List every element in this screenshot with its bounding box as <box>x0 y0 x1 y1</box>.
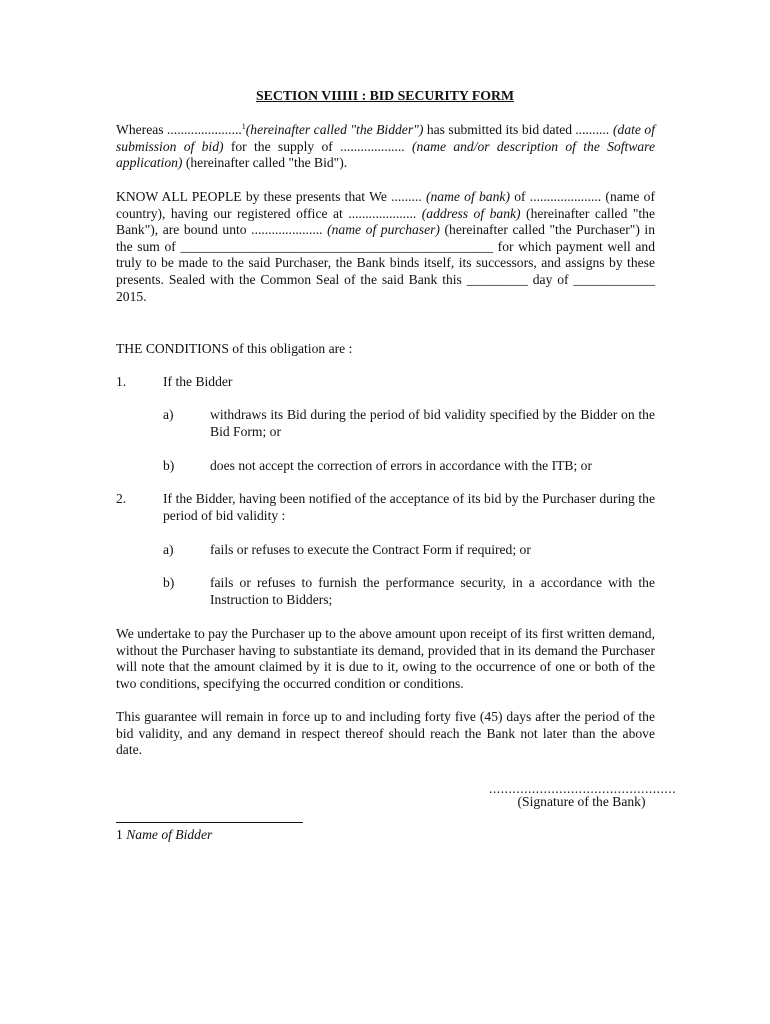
software-description-placeholder: (name and/or description of the Software application) <box>116 138 655 171</box>
bidder-defn: (hereinafter called "the Bidder") <box>245 122 424 137</box>
item-2a-text: fails or refuses to execute the Contract Form if required; or <box>210 542 531 557</box>
conditions-intro: THE CONDITIONS of this obligation are : <box>116 341 353 356</box>
footnote-text: Name of Bidder <box>126 827 213 842</box>
item-1b-label: b) <box>163 458 175 473</box>
guarantee-paragraph: This guarantee will remain in force up to and including forty five (45) days after the period of the bid validity, and any demand in respect thereof should reach the Bank not later than the above date. <box>116 709 655 758</box>
item-1-number: 1. <box>116 374 127 389</box>
signature-label: (Signature of the Bank) <box>517 794 646 809</box>
item-1b-text: does not accept the correction of errors in accordance with the ITB; or <box>210 458 592 473</box>
bank-address-placeholder: (address of bank) <box>421 205 521 221</box>
item-1a-text: withdraws its Bid during the period of bid validity specified by the Bidder on the Bid Form; or <box>210 407 655 439</box>
whereas-paragraph <box>116 122 655 172</box>
item-2b-text: fails or refuses to furnish the performance security, in a accordance with the Instruction to Bidders; <box>210 575 655 607</box>
page-title: SECTION VIIIII : BID SECURITY FORM <box>256 88 514 103</box>
item-2-number: 2. <box>116 491 127 506</box>
item-2a-label: a) <box>163 542 174 557</box>
footnote-number: 1 <box>116 827 123 842</box>
footnote-divider <box>116 822 303 823</box>
whereas-intro: Whereas ...................... <box>116 122 242 137</box>
bid-defn: (hereinafter called "the Bid"). <box>182 155 348 171</box>
item-2b-label: b) <box>163 575 175 590</box>
know-all-intro: KNOW ALL PEOPLE by these presents that We ......... <box>116 189 426 204</box>
whereas-bid-dated: has submitted its bid dated <box>423 122 576 137</box>
undertake-paragraph: We undertake to pay the Purchaser up to the above amount upon receipt of its first written demand, without the Purchaser having to substantiate its demand, provided that in its demand the Purchaser will note that the amount claimed by it is due to it, owing to the occurrence of one or both of the two conditions, specifying the occurred condition or conditions. <box>116 626 655 691</box>
footnote-ref: 1 <box>241 122 246 131</box>
signature-line: ................................................ <box>489 781 677 796</box>
know-all-people-paragraph <box>116 189 655 305</box>
footnote <box>116 827 212 843</box>
bank-name-placeholder: (name of bank) <box>425 189 510 204</box>
submission-date-placeholder: .......... (date of submission of bid) <box>116 122 655 154</box>
item-1a-label: a) <box>163 407 174 422</box>
supply-of: for the supply of ................... <box>223 138 413 154</box>
purchaser-name-placeholder: (name of purchaser) <box>327 222 440 238</box>
item-1-text: If the Bidder <box>163 374 233 389</box>
bound-unto: (hereinafter called "the Bank"), are bound unto ..................... <box>116 205 655 238</box>
country-office: of ..................... (name of country), having our registered office at .................... <box>116 189 655 221</box>
sum-and-seal: (hereinafter called "the Purchaser") in the sum of ______________________________________________ for which payment well and truly to be made to the said Purchaser, the Bank binds itself, its successors, and assigns by these presents. Sealed with the Common Seal of the said Bank this _________ day of ____________ 2015. <box>116 222 655 304</box>
item-2-text: If the Bidder, having been notified of the acceptance of its bid by the Purchaser during the period of bid validity : <box>163 491 655 523</box>
